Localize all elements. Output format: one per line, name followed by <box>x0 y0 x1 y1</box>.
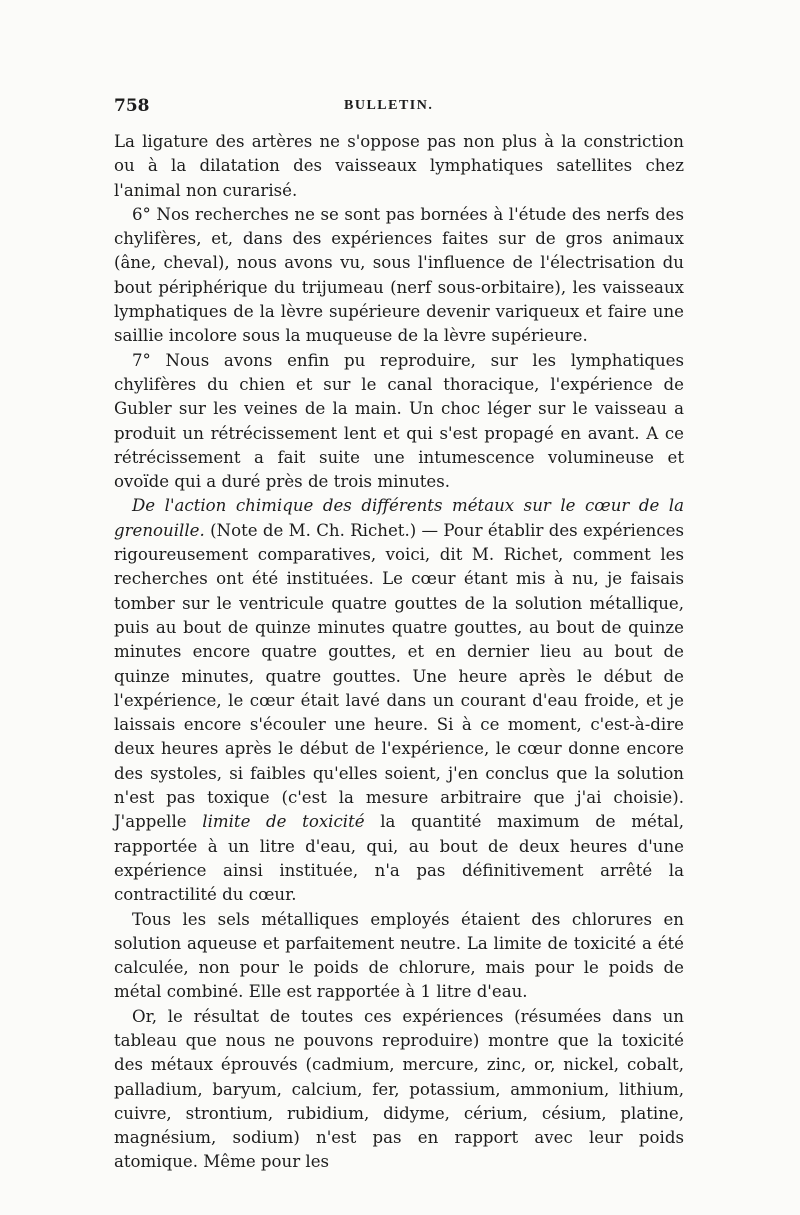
paragraph-text: 6° Nos recherches ne se sont pas bornées à l'étude des nerfs des chylifères, et, dans des expériences faites sur de gros animaux (âne, cheval), nous avons vu, sous l'influence de l'électrisation du bout périphérique du trijumeau (nerf sous-orbitaire), les vaisseaux lymphatiques de la lèvre supérieure devenir variqueux et faire une saillie incolore sous la muqueuse de la lèvre supérieure. <box>114 204 684 346</box>
paragraph-1 <box>114 130 684 203</box>
paragraph-text: La ligature des artères ne s'oppose pas non plus à la constriction ou à la dilatation des vaisseaux lymphatiques satellites chez l'animal non curarisé. <box>114 132 684 200</box>
paragraph-2 <box>114 203 684 349</box>
section-title: De l'action chimique des différents métaux sur le cœur de la grenouille. <box>114 496 684 540</box>
page-body <box>114 94 684 1175</box>
paragraph-text: Tous les sels métalliques employés étaient des chlorures en solution aqueuse et parfaitement neutre. La limite de toxicité a été calculée, non pour le poids de chlorure, mais pour le poids de métal combiné. Elle est rapportée à 1 litre d'eau. <box>114 909 684 1002</box>
paragraph-text-continued: la quantité maximum de métal, rapportée à un litre d'eau, qui, au bout de deux heures d'une expérience ainsi instituée, n'a pas définitivement arrêté la contractilité du cœur. <box>114 812 684 905</box>
paragraph-text: 7° Nous avons enfin pu reproduire, sur les lymphatiques chylifères du chien et sur le canal thoracique, l'expérience de Gubler sur les veines de la main. Un choc léger sur le vaisseau a produit un rétrécissement lent et qui s'est propagé en avant. A ce rétrécissement a fait suite une intumescence volumineuse et ovoïde qui a duré près de trois minutes. <box>114 350 684 492</box>
paragraph-3 <box>114 349 684 495</box>
term-italic: limite de toxicité <box>202 812 365 832</box>
paragraph-text: Or, le résultat de toutes ces expériences (résumées dans un tableau que nous ne pouvons reproduire) montre que la toxicité des métaux éprouvés (cadmium, mercure, zinc, or, nickel, cobalt, palladium, baryum, calcium, fer, potassium, ammonium, lithium, cuivre, strontium, rubidium, didyme, cérium, césium, platine, magnésium, sodium) n'est pas en rapport avec leur poids atomique. Même pour les <box>114 1006 684 1172</box>
paragraph-text: (Note de M. Ch. Richet.) — Pour établir des expériences rigoureusement comparatives, voici, dit M. Richet, comment les recherches ont été instituées. Le cœur étant mis à nu, je faisais tomber sur le ventricule quatre gouttes de la solution métallique, puis au bout de quinze minutes quatre gouttes, au bout de quinze minutes encore quatre gouttes, et en dernier lieu au bout de quinze minutes, quatre gouttes. Une heure après le début de l'expérience, le cœur était lavé dans un courant d'eau froide, et je laissais encore s'écouler une heure. Si à ce moment, c'est-à-dire deux heures après le début de l'expérience, le cœur donne encore des systoles, si faibles qu'elles soient, j'en conclus que la solution n'est pas toxique (c'est la mesure arbitraire que j'ai choisie). J'appelle <box>114 520 684 832</box>
page-header <box>114 94 684 130</box>
paragraph-6 <box>114 1005 684 1175</box>
paragraph-4 <box>114 494 684 907</box>
running-title: BULLETIN. <box>344 98 434 113</box>
paragraph-5 <box>114 908 684 1005</box>
page-number: 758 <box>114 96 150 116</box>
